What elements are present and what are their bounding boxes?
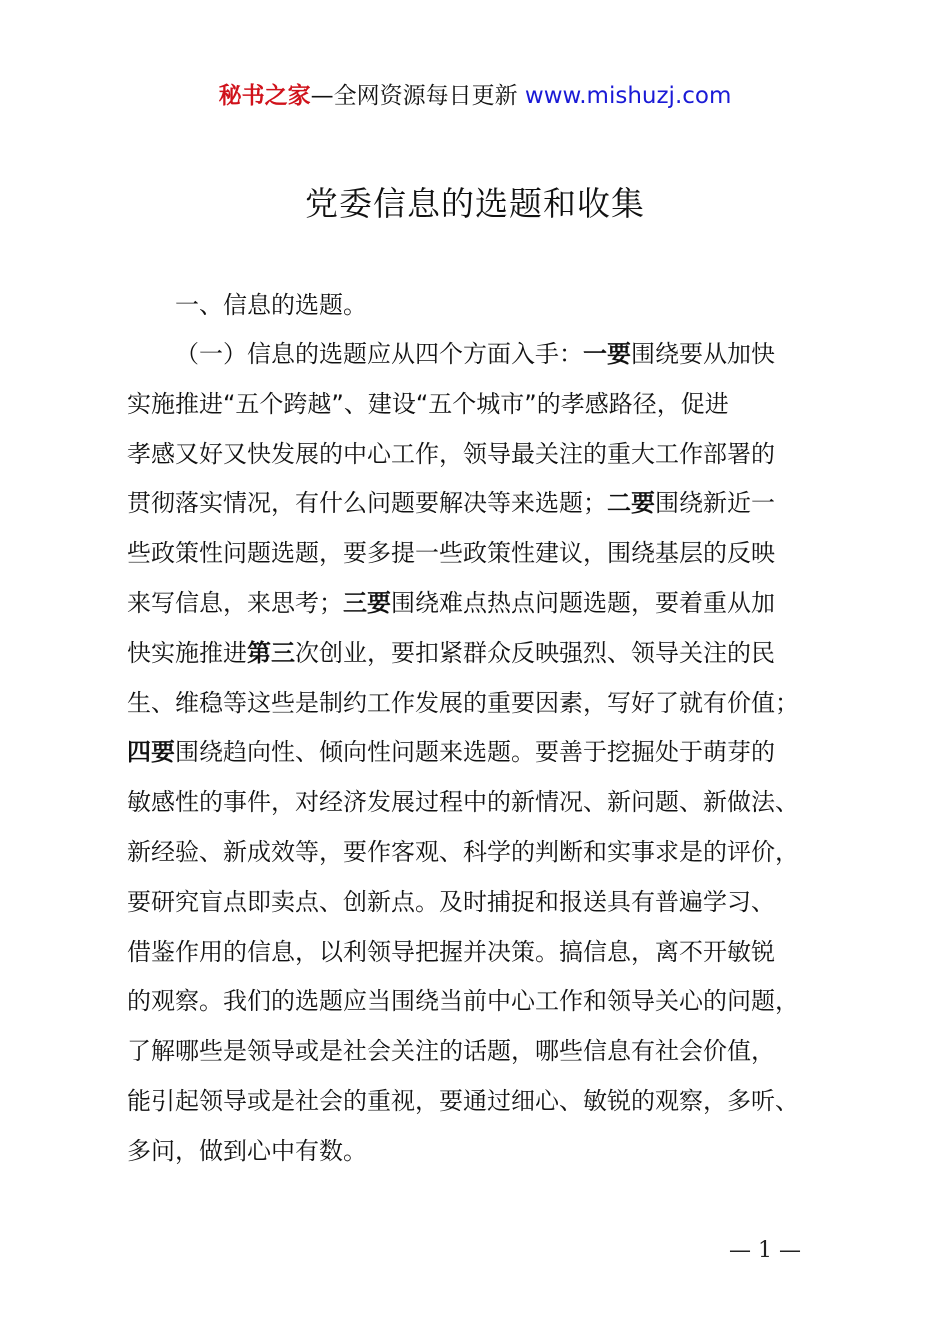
text-run: 围绕趋向性、倾向性问题来选题。要善于挖掘处于萌芽的: [175, 738, 775, 767]
body-paragraph: [127, 330, 857, 1177]
paragraph-line: [127, 579, 857, 629]
document-title: 党委信息的选题和收集: [305, 184, 645, 223]
text-run: 围绕要从加快: [631, 340, 775, 368]
text-run: 的观察。我们的选题应当围绕当前中心工作和领导关心的问题，: [127, 987, 799, 1016]
text-run: 多问，做到心中有数。: [127, 1136, 367, 1165]
text-run: 孝感又好又快发展的中心工作，领导最关注的重大工作部署的: [127, 439, 775, 468]
text-run: 借鉴作用的信息，以利领导把握并决策。搞信息，离不开敏锐: [127, 937, 775, 966]
text-run: 来写信息，来思考；: [127, 588, 343, 617]
section-heading: 一、信息的选题。: [175, 291, 367, 319]
text-run: 生、维稳等这些是制约工作发展的重要因素，写好了就有价值；: [127, 688, 799, 717]
paragraph-line: [127, 529, 857, 579]
page-number: — 1 —: [729, 1238, 801, 1263]
text-run: 要研究盲点即卖点、创新点。及时捕捉和报送具有普遍学习、: [127, 887, 775, 916]
paragraph-line: [127, 878, 857, 928]
paragraph-line: [127, 330, 857, 380]
bold-keyword: 二要: [607, 489, 655, 518]
text-run: 敏感性的事件，对经济发展过程中的新情况、新问题、新做法、: [127, 788, 799, 817]
paragraph-line: [127, 629, 857, 679]
text-run: 新经验、新成效等，要作客观、科学的判断和实事求是的评价，: [127, 837, 799, 866]
paragraph-line: [127, 380, 857, 430]
paragraph-line: [127, 479, 857, 529]
paragraph-line: [127, 778, 857, 828]
text-run: 围绕难点热点问题选题，要着重从加: [391, 588, 775, 617]
paragraph-line: [127, 430, 857, 480]
bold-keyword: 三要: [343, 588, 391, 617]
paragraph-line: [127, 1077, 857, 1127]
paragraph-line: [127, 928, 857, 978]
site-brand: 秘书之家: [218, 83, 311, 109]
text-run: 了解哪些是领导或是社会关注的话题，哪些信息有社会价值，: [127, 1037, 775, 1066]
text-run: 围绕新近一: [655, 489, 775, 518]
bold-keyword: 第三: [247, 638, 295, 667]
text-run: 能引起领导或是社会的重视，要通过细心、敏锐的观察，多听、: [127, 1086, 799, 1115]
paragraph-line: [127, 679, 857, 729]
site-header: [0, 80, 950, 112]
paragraph-line: [127, 828, 857, 878]
paragraph-line: [127, 728, 857, 778]
document-body: [127, 280, 857, 1177]
text-run: 些政策性问题选题，要多提一些政策性建议，围绕基层的反映: [127, 539, 775, 568]
bold-keyword: 一要: [583, 340, 631, 368]
paragraph-line: [127, 1127, 857, 1177]
text-run: 实施推进“五个跨越”、建设“五个城市”的孝感路径，促进: [127, 389, 729, 418]
paragraph-line: [127, 1027, 857, 1077]
paragraph-line: [127, 977, 857, 1027]
bold-keyword: 四要: [127, 738, 175, 767]
site-slogan: —全网资源每日更新: [310, 83, 525, 109]
text-run: 快实施推进: [127, 638, 247, 667]
text-run: 次创业，要扣紧群众反映强烈、领导关注的民: [295, 638, 775, 667]
text-run: 贯彻落实情况，有什么问题要解决等来选题；: [127, 489, 607, 518]
site-url-link[interactable]: www.mishuzj.com: [524, 83, 732, 109]
text-run: （一）信息的选题应从四个方面入手：: [175, 340, 583, 368]
